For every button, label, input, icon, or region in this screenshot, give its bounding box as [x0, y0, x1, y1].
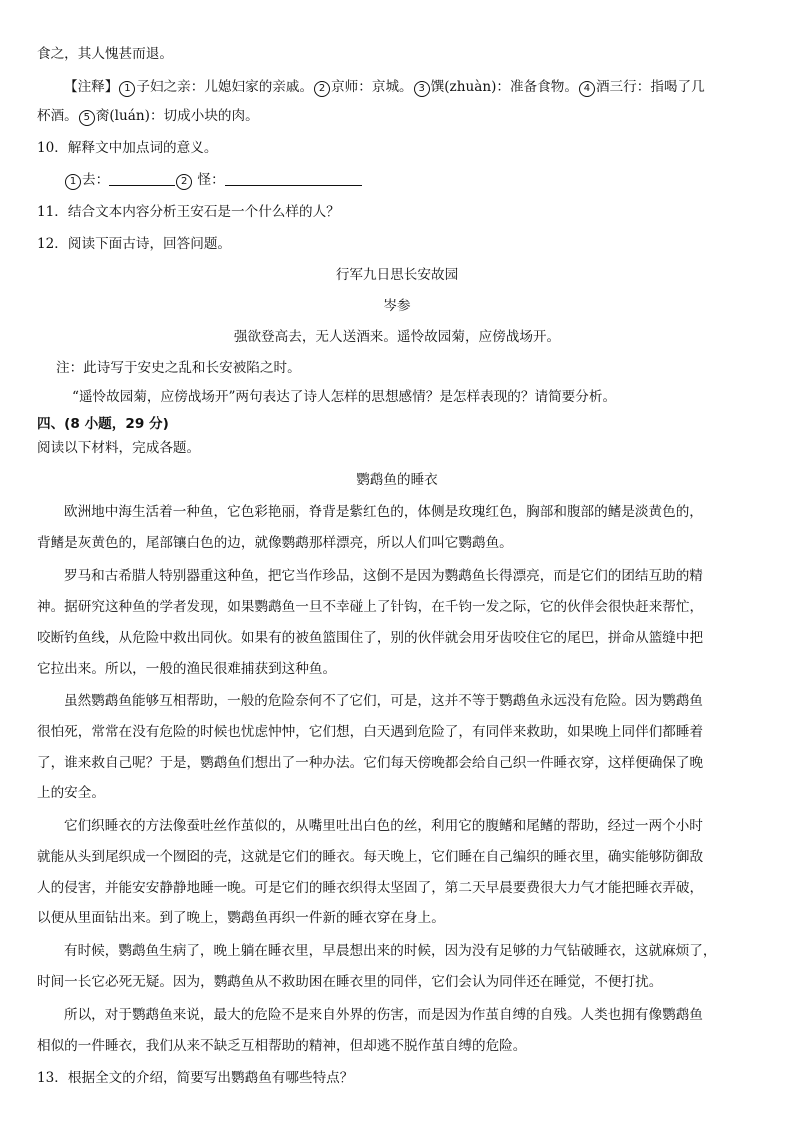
- section-heading: 四、(8 小题，29 分): [37, 416, 169, 432]
- blank-label: 怪：: [193, 172, 225, 188]
- note-text: 酒三行：指喝了几: [595, 79, 705, 95]
- poem-author: 岑参: [383, 298, 411, 314]
- circled-number: 3: [414, 81, 430, 97]
- circled-number: 1: [119, 81, 135, 97]
- note-text: 脔(luán)：切成小块的肉。: [95, 108, 259, 124]
- notes-label: 【注释】: [64, 79, 119, 95]
- paragraph-line: 它们织睡衣的方法像蚕吐丝作茧似的，从嘴里吐出白色的丝，利用它的腹鳍和尾鳍的帮助，经过一两个小时: [64, 818, 703, 834]
- paragraph-line: 时间一长它必死无疑。因为，鹦鹉鱼从不救助困在睡衣里的同伴，它们会认为同伴还在睡觉，不便打扰。: [37, 974, 663, 990]
- note-text: 京师：京城。: [331, 79, 413, 95]
- circled-number: 2: [176, 174, 192, 190]
- poem-body: 强欲登高去，无人送酒来。遥怜故园菊，应傍战场开。: [233, 329, 561, 345]
- poem-note: 注：此诗写于安史之乱和长安被陷之时。: [56, 360, 301, 376]
- paragraph-line: 背鳍是灰黄色的，尾部镶白色的边，就像鹦鹉那样漂亮，所以人们叫它鹦鹉鱼。: [37, 535, 513, 551]
- paragraph-line: 虽然鹦鹉鱼能够互相帮助，一般的危险奈何不了它们，可是，这并不等于鹦鹉鱼永远没有危险。因为鹦鹉鱼: [64, 693, 703, 709]
- question-11: 11．结合文本内容分析王安石是一个什么样的人？: [37, 204, 340, 220]
- question-12: 12．阅读下面古诗，回答问题。: [37, 236, 232, 252]
- paragraph-line: 就能从头到尾织成一个囫囵的壳，这就是它们的睡衣。每天晚上，它们睡在自己编织的睡衣里，确实能够防御敌: [37, 849, 704, 865]
- answer-blank-2[interactable]: [225, 171, 362, 186]
- paragraph-line: 相似的一件睡衣，我们从来不缺乏互相帮助的精神，但却逃不脱作茧自缚的危险。: [37, 1038, 527, 1054]
- paragraph-line: 欧洲地中海生活着一种鱼，它色彩艳丽，脊背是紫红色的，体侧是玫瑰红色，胸部和腹部的鳍是淡黄色的，: [64, 504, 703, 520]
- poem-title: 行军九日思长安故园: [335, 267, 459, 283]
- note-text: 馔(zhuàn)：准备食物。: [430, 79, 578, 95]
- question-12-prompt: “遥怜故园菊，应傍战场开”两句表达了诗人怎样的思想感情？是怎样表现的？请简要分析。: [72, 389, 617, 405]
- circled-number: 5: [79, 110, 95, 126]
- blank-label: 去：: [82, 172, 110, 188]
- question-10-blanks: [64, 169, 757, 191]
- note-text: 子妇之亲：儿媳妇家的亲戚。: [136, 79, 314, 95]
- paragraph-line: 上的安全。: [37, 785, 105, 801]
- answer-blank-1[interactable]: [109, 171, 175, 186]
- passage-tail: 食之，其人愧甚而退。: [37, 46, 173, 62]
- circled-number: 2: [314, 81, 330, 97]
- paragraph-line: 它拉出来。所以，一般的渔民很难捕获到这种鱼。: [37, 661, 337, 677]
- notes-line-2: [37, 105, 757, 127]
- paragraph-line: 咬断钓鱼线，从危险中救出同伙。如果有的被鱼篮围住了，别的伙伴就会用牙齿咬住它的尾巴，拼命从篮缝中把: [37, 630, 704, 646]
- paragraph-line: 很怕死，常常在没有危险的时候也忧虑忡忡，它们想，白天遇到危险了，有同伴来救助，如果晚上同伴们都睡着: [37, 724, 704, 740]
- paragraph-line: 了，谁来救自己呢？于是，鹦鹉鱼们想出了一种办法。它们每天傍晚都会给自己织一件睡衣穿，这样便确保了晚: [37, 755, 704, 771]
- paragraph-line: 有时候，鹦鹉鱼生病了，晚上躺在睡衣里，早晨想出来的时候，因为没有足够的力气钻破睡衣，这就麻烦了，: [64, 943, 717, 959]
- paragraph-line: 罗马和古希腊人特别器重这种鱼，把它当作珍品，这倒不是因为鹦鹉鱼长得漂亮，而是它们的团结互助的精: [64, 568, 703, 584]
- question-13: 13．根据全文的介绍，简要写出鹦鹉鱼有哪些特点？: [37, 1070, 354, 1086]
- note-text: 杯酒。: [37, 108, 78, 124]
- paragraph-line: 以便从里面钻出来。到了晚上，鹦鹉鱼再织一件新的睡衣穿在身上。: [37, 910, 445, 926]
- paragraph-line: 人的侵害，并能安安静静地睡一晚。可是它们的睡衣织得太坚固了，第二天早晨要费很大力气才能把睡衣弄破，: [37, 880, 704, 896]
- paragraph-line: 神。据研究这种鱼的学者发现，如果鹦鹉鱼一旦不幸碰上了针钩，在千钧一发之际，它的伙伴会很快赶来帮忙，: [37, 599, 704, 615]
- circled-number: 4: [579, 81, 595, 97]
- notes-line-1: [64, 76, 757, 98]
- section-instruction: 阅读以下材料，完成各题。: [37, 440, 201, 456]
- paragraph-line: 所以，对于鹦鹉鱼来说，最大的危险不是来自外界的伤害，而是因为作茧自缚的自残。人类也拥有像鹦鹉鱼: [64, 1007, 703, 1023]
- article-title: 鹦鹉鱼的睡衣: [356, 472, 438, 488]
- question-10: 10．解释文中加点词的意义。: [37, 140, 218, 156]
- circled-number: 1: [65, 174, 81, 190]
